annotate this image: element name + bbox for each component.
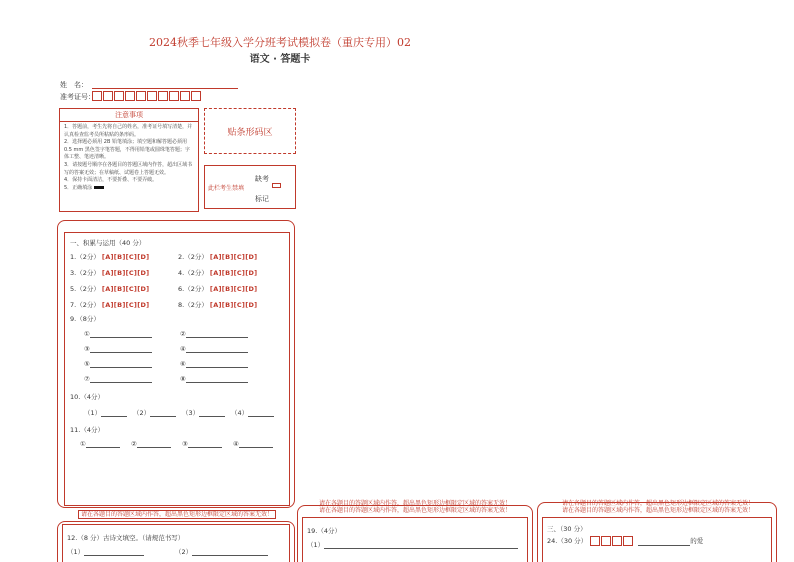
exam-id-cells[interactable] [92,91,202,101]
q10-blank[interactable]: （3） [182,408,225,417]
exam-id-cell[interactable] [114,91,124,101]
notice-item: 5．正确填涂 [64,185,194,193]
q9-blank[interactable]: ⑥ [180,360,248,368]
q10-blank[interactable]: （1） [84,408,127,417]
q12-blank-2[interactable]: （2） [175,547,268,556]
absent-note: 此栏考生禁填 [208,185,245,192]
section1-heading: 一、积累与运用（40 分） [70,239,146,247]
exam-id-cell[interactable] [191,91,201,101]
q19-box [302,517,528,562]
q12-label: 12.（8 分）古诗文填空。（请规范书写） [67,534,185,542]
area-warning-line: 请在各题目的答题区域内作答，超出黑色矩形边框限定区域的答案无效！ [561,507,754,514]
mc-options[interactable]: [A][B][C][D] [101,253,150,261]
mc-options[interactable]: [A][B][C][D] [101,269,150,277]
exam-id-cell[interactable] [180,91,190,101]
q24-title-cell[interactable] [623,536,633,546]
area-warning-line: 请在各题目的答题区域内作答，超出黑色矩形边框限定区域的答案无效！ [318,507,511,514]
q9-blank[interactable]: ⑦ [84,375,152,383]
mc-options[interactable]: [A][B][C][D] [209,253,258,261]
q24-title-cell[interactable] [612,536,622,546]
mc-options[interactable]: [A][B][C][D] [101,285,150,293]
exam-id-cell[interactable] [147,91,157,101]
notice-box [59,108,199,212]
q24-label: 24.（30 分） 的爱 [547,537,704,545]
q9-blank[interactable]: ⑤ [84,360,152,368]
q11-blank[interactable]: ④ [233,440,273,448]
name-field[interactable] [92,80,238,89]
q12-blank-1[interactable]: （1） [67,547,144,556]
q9-label: 9.（8分） [70,315,100,323]
absent-line2: 标记 [255,195,269,203]
mc-question: 2.（2分） [A][B][C][D] [178,253,258,261]
notice-item: 1．答题前，考生先将自己的姓名，准考证号填写清楚，并认真检查监考员所粘贴的条形码。 [64,124,193,138]
section3-heading: 三、（30 分） [547,525,587,533]
mc-options[interactable]: [A][B][C][D] [101,301,150,309]
notice-text [60,122,198,194]
notice-item: 2．选择题必须用 2B 铅笔填涂；填空题和解答题必须用 0.5 mm 黑色签字笔答题，不得用铅笔或圆珠笔答题；字体工整、笔迹清晰。 [64,139,190,161]
q24-title-cell[interactable] [590,536,600,546]
q10-blank[interactable]: （4） [231,408,274,417]
q9-blank[interactable]: ③ [84,345,152,353]
page-subtitle: 语文 · 答题卡 [249,54,311,65]
exam-id-label: 准考证号： [60,93,95,101]
q9-blank[interactable]: ② [180,330,248,338]
q11-blank[interactable]: ② [131,440,171,448]
q12-box [62,524,290,562]
q24-title-blank[interactable] [638,540,690,546]
filled-mark-sample [94,186,104,189]
exam-id-cell[interactable] [169,91,179,101]
barcode-area [204,108,296,154]
q19-blank-1[interactable]: （1） [307,540,518,549]
mc-question: 6.（2分） [A][B][C][D] [178,285,258,293]
mc-question: 7.（2分） [A][B][C][D] [70,301,150,309]
exam-id-cell[interactable] [158,91,168,101]
barcode-label: 贴条形码区 [227,127,273,138]
q9-blank[interactable]: ① [84,330,152,338]
mc-question: 3.（2分） [A][B][C][D] [70,269,150,277]
mc-question: 4.（2分） [A][B][C][D] [178,269,258,277]
name-label: 姓 名： [60,81,88,89]
area-warning: 请在各题目的答题区域内作答，超出黑色矩形边框限定区域的答案无效！ [64,511,290,518]
q11-blank[interactable]: ① [80,440,120,448]
absent-line1: 缺考 [255,175,269,183]
q24-title-cell[interactable] [601,536,611,546]
area-warning-line: 请在各题目的答题区域内作答，超出黑色矩形边框限定区域的答案无效！ [318,500,511,507]
exam-id-cell[interactable] [92,91,102,101]
exam-id-cell[interactable] [136,91,146,101]
notice-item: 4．保持卡面清洁，不要折叠、不要弄破。 [64,177,158,184]
q24-box [542,517,772,562]
mc-options[interactable]: [A][B][C][D] [209,269,258,277]
page-title: 2024秋季七年级入学分班考试模拟卷（重庆专用）02 [149,36,411,49]
mc-question: 1.（2分） [A][B][C][D] [70,253,150,261]
q19-label: 19.（4分） [307,527,341,535]
q10-label: 10.（4分） [70,393,104,401]
absent-checkbox[interactable] [272,183,281,188]
mc-options[interactable]: [A][B][C][D] [209,285,258,293]
notice-item: 3．请按题号顺序在各题目的答题区域内作答，超出区域书写的答案无效；在草稿纸、试题卷上答题无效。 [64,161,193,176]
q11-blank[interactable]: ③ [182,440,222,448]
q10-blank[interactable]: （2） [133,408,176,417]
absent-box [204,165,296,209]
q9-blank[interactable]: ⑧ [180,375,248,383]
mc-question: 8.（2分） [A][B][C][D] [178,301,258,309]
q11-label: 11.（4分） [70,426,104,434]
mc-question: 5.（2分） [A][B][C][D] [70,285,150,293]
notice-title: 注意事项 [60,109,198,122]
area-warning-line: 请在各题目的答题区域内作答，超出黑色矩形边框限定区域的答案无效！ [561,500,754,507]
q24-title-cells[interactable] [590,536,634,546]
q9-blank[interactable]: ④ [180,345,248,353]
exam-id-cell[interactable] [125,91,135,101]
mc-options[interactable]: [A][B][C][D] [209,301,258,309]
exam-id-cell[interactable] [103,91,113,101]
